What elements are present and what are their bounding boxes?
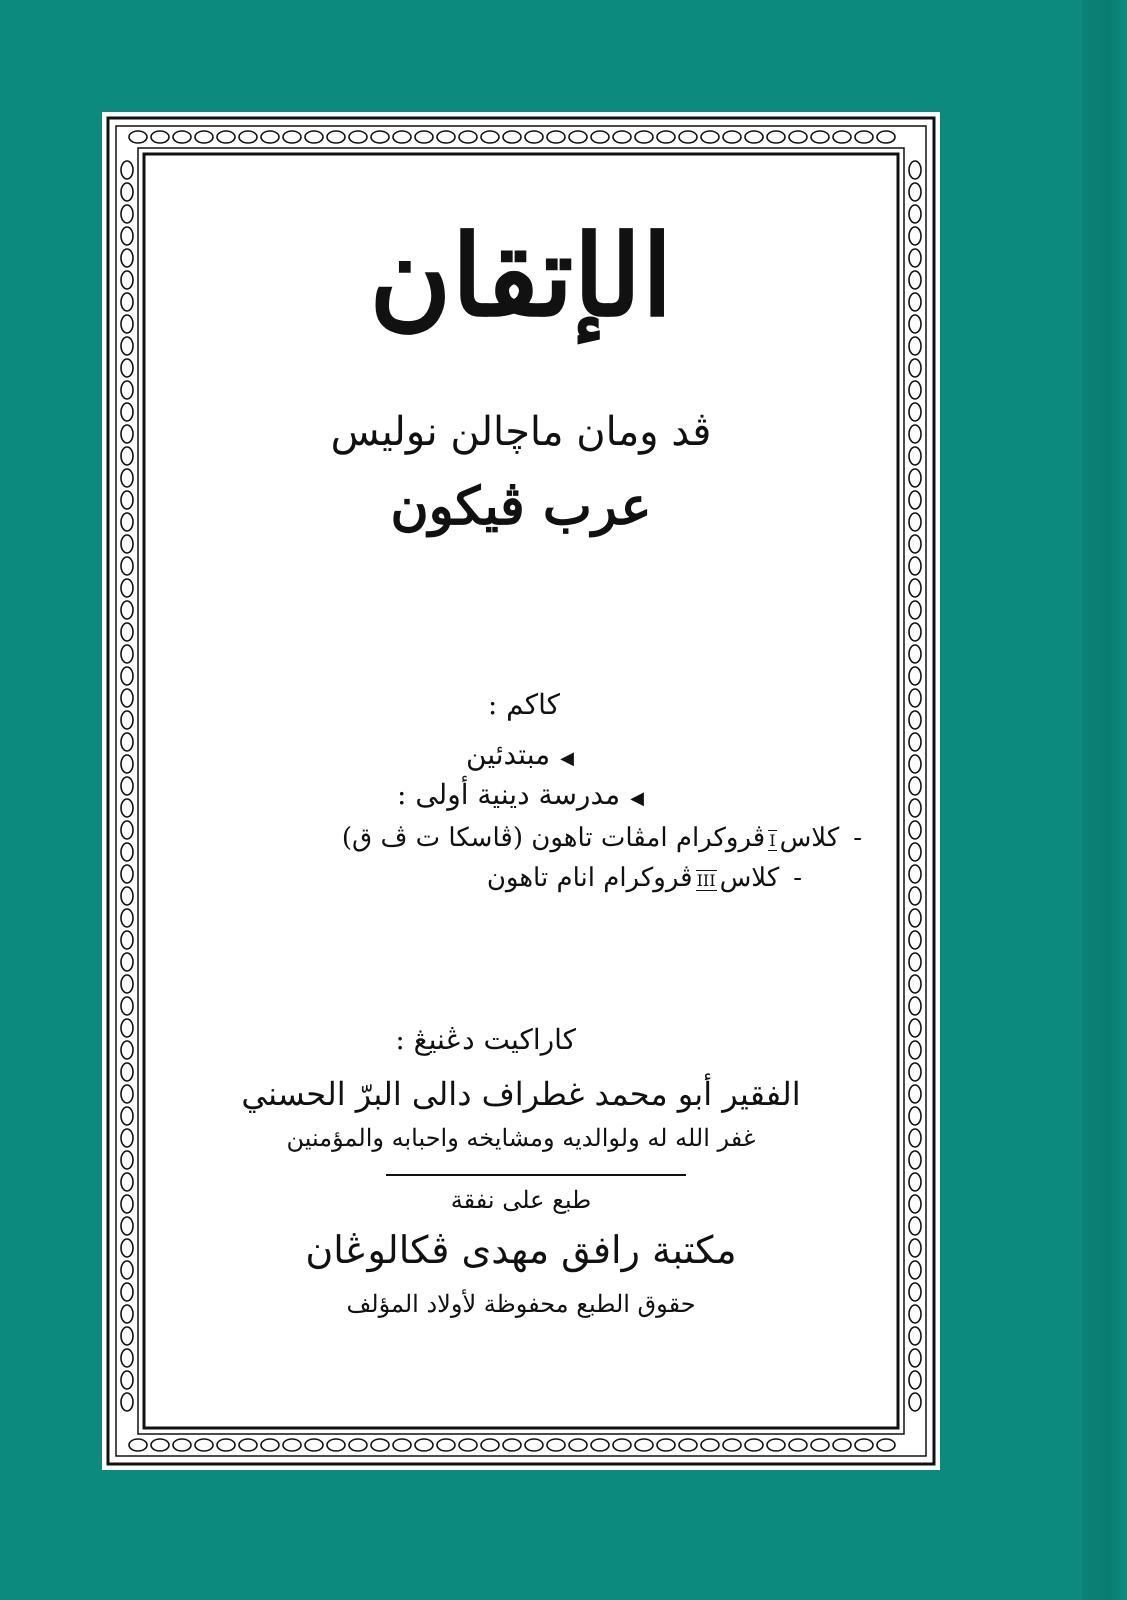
book-subtitle: ڤد ومان ماچالن نوليس	[330, 409, 712, 455]
border-ring	[909, 931, 921, 949]
border-ring	[121, 1173, 133, 1191]
border-ring	[909, 733, 921, 751]
border-ring	[195, 1439, 213, 1451]
author-name: الفقير أبو محمد غطراف دالى البرّ الحسني	[241, 1075, 801, 1113]
border-ring	[121, 337, 133, 355]
border-ring	[121, 491, 133, 509]
pointer-icon: ◀	[630, 788, 644, 809]
border-ring	[909, 623, 921, 641]
border-ring	[909, 271, 921, 289]
border-ring	[679, 131, 697, 143]
rights-notice: حقوق الطبع محفوظة لأولاد المؤلف	[346, 1290, 696, 1318]
border-ring	[239, 131, 257, 143]
border-ring	[151, 131, 169, 143]
border-ring	[657, 1439, 675, 1451]
border-ring	[121, 315, 133, 333]
border-ring	[371, 1439, 389, 1451]
border-ring	[909, 557, 921, 575]
border-ring	[305, 131, 323, 143]
border-ring	[121, 1041, 133, 1059]
border-ring	[121, 447, 133, 465]
border-ring	[415, 1439, 433, 1451]
border-ring	[569, 1439, 587, 1451]
border-ring	[121, 975, 133, 993]
border-ring	[121, 1195, 133, 1213]
border-ring	[121, 1261, 133, 1279]
border-ring	[909, 579, 921, 597]
border-ring	[121, 205, 133, 223]
border-ring	[121, 645, 133, 663]
border-ring	[121, 557, 133, 575]
border-ring	[121, 469, 133, 487]
book-title: الإتقان	[369, 211, 673, 342]
border-ring	[121, 227, 133, 245]
border-ring	[909, 975, 921, 993]
border-ring	[909, 1063, 921, 1081]
border-ring	[121, 249, 133, 267]
border-ring	[129, 131, 147, 143]
border-ring	[121, 293, 133, 311]
audience-subitem: -کلاسIIIڤروکرام انام تاهون	[486, 863, 802, 893]
border-ring	[789, 1439, 807, 1451]
border-ring	[909, 1129, 921, 1147]
border-ring	[909, 381, 921, 399]
border-ring	[459, 1439, 477, 1451]
border-ring	[723, 131, 741, 143]
border-ring	[459, 131, 477, 143]
border-ring	[613, 131, 631, 143]
cover-content	[172, 182, 870, 1400]
border-ring	[121, 711, 133, 729]
border-ring	[481, 131, 499, 143]
border-ring	[909, 1393, 921, 1411]
divider	[386, 1174, 686, 1176]
border-ring	[121, 1217, 133, 1235]
class-numeral: III	[696, 871, 716, 890]
border-ring	[811, 1439, 829, 1451]
pointer-icon: ◀	[560, 748, 574, 769]
border-ring	[745, 1439, 763, 1451]
border-ring	[121, 777, 133, 795]
border-ring	[121, 1129, 133, 1147]
border-ring	[909, 205, 921, 223]
border-ring	[503, 1439, 521, 1451]
border-ring	[151, 1439, 169, 1451]
border-ring	[121, 271, 133, 289]
author-prayer: غفر الله له ولوالديه ومشايخه واحبابه والمؤمنين	[286, 1124, 756, 1152]
border-ring	[909, 447, 921, 465]
border-ring	[909, 865, 921, 883]
border-ring	[121, 931, 133, 949]
border-ring	[121, 535, 133, 553]
border-ring	[909, 601, 921, 619]
book-spine-shade	[1082, 0, 1127, 1600]
audience-subitem: -کلاسIڤروکرام امڤات تاهون (ڤاسکا ت ڤ ق)	[341, 823, 862, 853]
border-ring	[909, 1349, 921, 1367]
border-ring	[679, 1439, 697, 1451]
border-ring	[121, 623, 133, 641]
border-ring	[855, 131, 873, 143]
border-ring	[121, 733, 133, 751]
border-ring	[121, 1107, 133, 1125]
border-ring	[349, 1439, 367, 1451]
border-ring	[909, 1173, 921, 1191]
border-ring	[121, 909, 133, 927]
author-label: کاراکيت دڠنيڠ :	[395, 1023, 576, 1056]
border-ring	[121, 359, 133, 377]
border-ring	[393, 1439, 411, 1451]
border-ring	[121, 887, 133, 905]
border-ring	[909, 1217, 921, 1235]
border-ring	[121, 183, 133, 201]
border-ring	[121, 579, 133, 597]
border-ring	[909, 1019, 921, 1037]
border-ring	[811, 131, 829, 143]
border-ring	[195, 131, 213, 143]
border-ring	[591, 1439, 609, 1451]
dash-bullet: -	[853, 823, 862, 853]
border-ring	[909, 953, 921, 971]
border-ring	[909, 535, 921, 553]
border-ring	[909, 667, 921, 685]
border-ring	[789, 131, 807, 143]
border-ring	[569, 131, 587, 143]
border-ring	[909, 227, 921, 245]
border-ring	[909, 183, 921, 201]
border-ring	[327, 131, 345, 143]
border-ring	[121, 953, 133, 971]
border-ring	[877, 131, 895, 143]
border-ring	[635, 1439, 653, 1451]
border-ring	[121, 425, 133, 443]
border-ring	[121, 381, 133, 399]
cover-page	[102, 112, 940, 1470]
border-ring	[909, 403, 921, 421]
border-ring	[437, 131, 455, 143]
border-ring	[909, 1283, 921, 1301]
border-ring	[909, 1327, 921, 1345]
border-ring	[909, 821, 921, 839]
border-ring	[121, 689, 133, 707]
border-ring	[349, 131, 367, 143]
border-ring	[283, 131, 301, 143]
border-ring	[121, 997, 133, 1015]
border-ring	[261, 131, 279, 143]
border-ring	[909, 777, 921, 795]
border-ring	[121, 1327, 133, 1345]
border-ring	[173, 1439, 191, 1451]
border-ring	[121, 513, 133, 531]
border-ring	[121, 865, 133, 883]
border-ring	[121, 161, 133, 179]
border-ring	[121, 1393, 133, 1411]
border-ring	[217, 1439, 235, 1451]
border-ring	[909, 425, 921, 443]
border-ring	[909, 1041, 921, 1059]
border-ring	[909, 1371, 921, 1389]
border-ring	[121, 755, 133, 773]
border-ring	[909, 711, 921, 729]
border-ring	[121, 1019, 133, 1037]
border-ring	[327, 1439, 345, 1451]
border-ring	[121, 843, 133, 861]
border-ring	[909, 1151, 921, 1169]
border-ring	[909, 1195, 921, 1213]
border-ring	[121, 1063, 133, 1081]
border-ring	[909, 1107, 921, 1125]
border-ring	[909, 337, 921, 355]
border-ring	[909, 1305, 921, 1323]
border-ring	[121, 799, 133, 817]
border-ring	[129, 1439, 147, 1451]
border-ring	[909, 843, 921, 861]
publisher-name: مكتبة رافق مهدى ڤکالوڠان	[305, 1228, 737, 1272]
border-ring	[121, 1371, 133, 1389]
border-ring	[121, 1239, 133, 1257]
border-ring	[855, 1439, 873, 1451]
border-ring	[657, 131, 675, 143]
border-ring	[723, 1439, 741, 1451]
border-ring	[909, 755, 921, 773]
border-ring	[481, 1439, 499, 1451]
border-ring	[909, 1261, 921, 1279]
border-ring	[591, 131, 609, 143]
border-ring	[283, 1439, 301, 1451]
border-ring	[121, 1085, 133, 1103]
border-ring	[613, 1439, 631, 1451]
border-ring	[701, 1439, 719, 1451]
border-ring	[121, 1305, 133, 1323]
border-ring	[909, 249, 921, 267]
border-ring	[121, 667, 133, 685]
border-ring	[909, 1239, 921, 1257]
border-ring	[121, 821, 133, 839]
book-subtitle-script: عرب ڤيکون	[390, 476, 652, 537]
border-ring	[909, 799, 921, 817]
border-ring	[121, 1349, 133, 1367]
class-numeral: I	[769, 831, 776, 850]
border-ring	[437, 1439, 455, 1451]
border-ring	[217, 131, 235, 143]
border-ring	[877, 1439, 895, 1451]
border-ring	[121, 1283, 133, 1301]
audience-item: ◀مبتدئين	[466, 738, 574, 771]
border-ring	[415, 131, 433, 143]
border-ring	[635, 131, 653, 143]
border-ring	[745, 131, 763, 143]
audience-label: کاکم :	[487, 688, 560, 721]
border-ring	[525, 1439, 543, 1451]
border-ring	[121, 1151, 133, 1169]
border-ring	[121, 601, 133, 619]
border-ring	[909, 491, 921, 509]
border-ring	[767, 131, 785, 143]
border-ring	[239, 1439, 257, 1451]
border-ring	[909, 359, 921, 377]
border-ring	[547, 1439, 565, 1451]
border-ring	[767, 1439, 785, 1451]
border-ring	[833, 131, 851, 143]
dash-bullet: -	[793, 863, 802, 893]
audience-item: ◀مدرسة دينية أولى :	[396, 778, 644, 811]
border-ring	[909, 997, 921, 1015]
border-ring	[909, 161, 921, 179]
border-ring	[909, 645, 921, 663]
border-ring	[909, 315, 921, 333]
border-ring	[173, 131, 191, 143]
border-ring	[909, 293, 921, 311]
border-ring	[909, 887, 921, 905]
border-ring	[503, 131, 521, 143]
border-ring	[121, 403, 133, 421]
printed-by-label: طبع على نفقة	[450, 1186, 592, 1214]
border-ring	[547, 131, 565, 143]
border-ring	[909, 909, 921, 927]
border-ring	[909, 689, 921, 707]
border-ring	[909, 513, 921, 531]
border-ring	[305, 1439, 323, 1451]
border-ring	[393, 131, 411, 143]
border-ring	[261, 1439, 279, 1451]
border-ring	[525, 131, 543, 143]
border-ring	[833, 1439, 851, 1451]
border-ring	[701, 131, 719, 143]
border-ring	[909, 469, 921, 487]
border-ring	[909, 1085, 921, 1103]
border-ring	[371, 131, 389, 143]
